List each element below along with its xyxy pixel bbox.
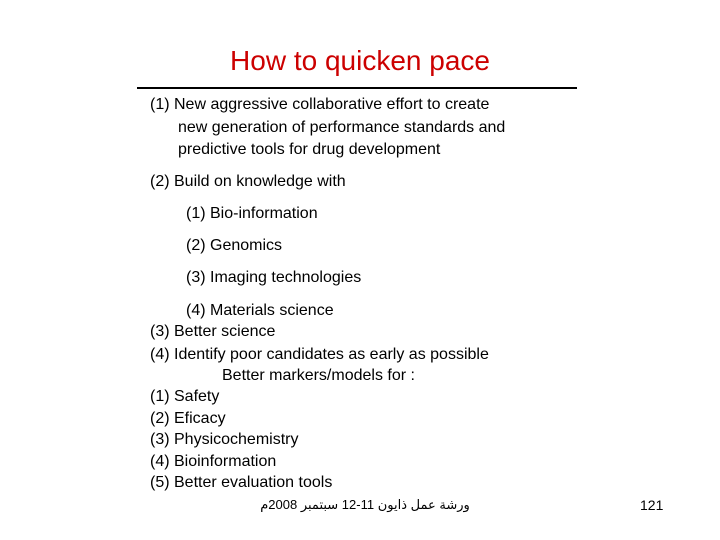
- bullet-line: (3) Physicochemistry: [150, 431, 299, 448]
- bullet-line: new generation of performance standards and: [178, 119, 506, 136]
- bullet-line: (3) Better science: [150, 323, 276, 340]
- title-underline: [137, 87, 577, 89]
- bullet-line: (1) Safety: [150, 388, 220, 405]
- footer-workshop-text: ورشة عمل ذايون 11-12 سبتمبر 2008م: [260, 497, 470, 512]
- bullet-line: (4) Materials science: [186, 302, 334, 319]
- bullet-line: (2) Genomics: [186, 237, 283, 254]
- bullet-line: Better markers/models for :: [222, 367, 415, 384]
- bullet-line: (4) Bioinformation: [150, 453, 277, 470]
- bullet-line: (2) Build on knowledge with: [150, 173, 346, 190]
- bullet-line: (3) Imaging technologies: [186, 269, 362, 286]
- bullet-line: (4) Identify poor candidates as early as possible: [150, 346, 489, 363]
- bullet-line: (1) New aggressive collaborative effort to create: [150, 96, 490, 113]
- bullet-line: (5) Better evaluation tools: [150, 474, 333, 491]
- slide-title: How to quicken pace: [230, 45, 490, 76]
- bullet-line: predictive tools for drug development: [178, 141, 441, 158]
- bullet-line: (2) Eficacy: [150, 410, 226, 427]
- page-number: 121: [640, 497, 664, 513]
- bullet-line: (1) Bio-information: [186, 205, 318, 222]
